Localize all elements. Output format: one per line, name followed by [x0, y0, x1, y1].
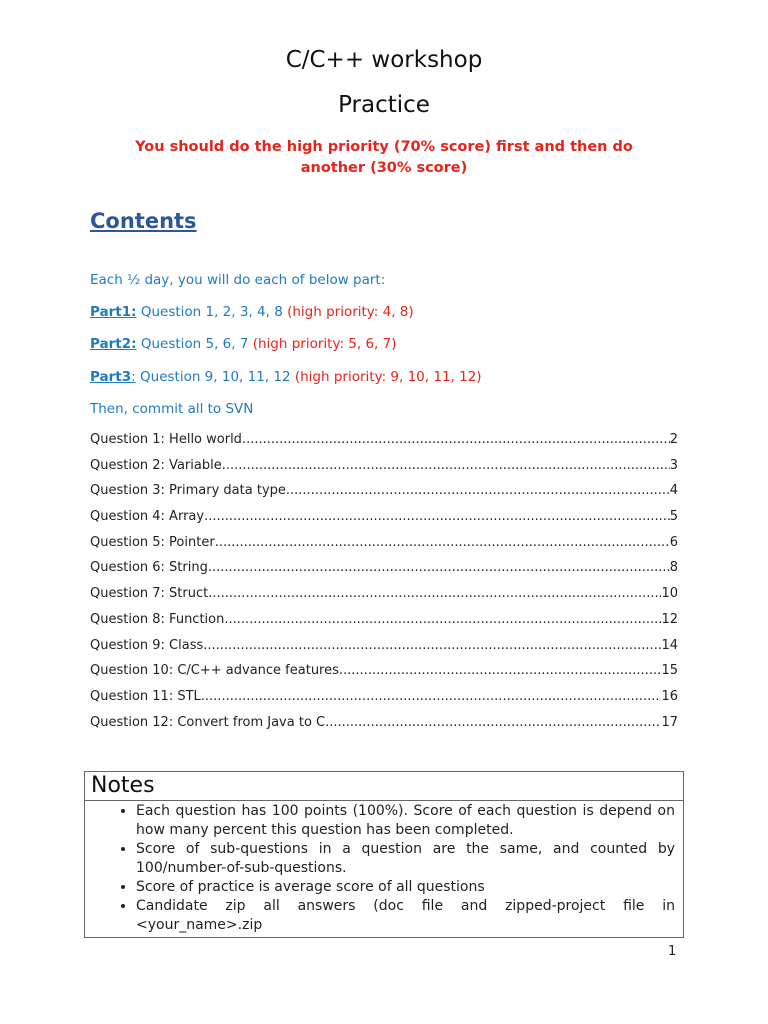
- toc-leader: [242, 432, 670, 447]
- notes-heading: Notes: [85, 772, 683, 801]
- part1-questions: Question 1, 2, 3, 4, 8: [136, 304, 288, 320]
- toc-page: 6: [669, 534, 678, 550]
- toc-leader: [208, 560, 670, 575]
- toc-page: 5: [669, 509, 678, 525]
- toc-title: Question 2: Variable: [90, 457, 222, 473]
- toc-leader: [325, 715, 661, 730]
- toc-leader: [208, 586, 661, 601]
- part1-priority: (high priority: 4, 8): [287, 304, 414, 320]
- toc-leader: [222, 458, 670, 473]
- toc-title: Question 4: Array: [90, 509, 205, 525]
- contents-intro: Each ½ day, you will do each of below part:: [90, 272, 386, 288]
- part2-label: Part2:: [90, 336, 137, 352]
- toc-title: Question 6: String: [90, 560, 208, 576]
- table-of-contents: [90, 432, 678, 740]
- toc-entry[interactable]: [90, 638, 678, 664]
- toc-title: Question 1: Hello world: [90, 432, 242, 447]
- part3-line: [90, 369, 482, 385]
- toc-title: Question 3: Primary data type: [90, 483, 286, 499]
- toc-leader: [215, 535, 670, 550]
- toc-title: Question 10: C/C++ advance features: [90, 663, 339, 679]
- toc-entry[interactable]: [90, 586, 678, 612]
- notes-item: • Score of practice is average score of all questions: [136, 878, 675, 897]
- toc-title: Question 5: Pointer: [90, 534, 215, 550]
- part2-questions: Question 5, 6, 7: [136, 336, 253, 352]
- page-number: 1: [668, 944, 677, 959]
- toc-leader: [339, 663, 662, 678]
- part3-label-colon: :: [131, 369, 136, 385]
- toc-entry[interactable]: [90, 458, 678, 484]
- toc-leader: [286, 483, 670, 498]
- toc-page: 10: [661, 586, 678, 602]
- toc-page: 17: [661, 714, 678, 730]
- part2-priority: (high priority: 5, 6, 7): [252, 336, 397, 352]
- toc-entry[interactable]: [90, 715, 678, 741]
- toc-entry[interactable]: [90, 612, 678, 638]
- toc-page: 2: [669, 432, 678, 447]
- toc-entry[interactable]: [90, 535, 678, 561]
- toc-title: Question 11: STL: [90, 688, 201, 704]
- toc-entry[interactable]: [90, 663, 678, 689]
- commit-note: Then, commit all to SVN: [90, 401, 254, 417]
- toc-leader: [204, 509, 670, 524]
- toc-page: 14: [661, 637, 678, 653]
- notes-item: • Score of sub-questions in a question are the same, and counted by 100/number-of-sub-questions.: [136, 840, 675, 878]
- document-subtitle: Practice: [338, 92, 430, 118]
- toc-entry[interactable]: [90, 483, 678, 509]
- part1-line: [90, 304, 414, 320]
- toc-page: 16: [661, 688, 678, 704]
- contents-heading: Contents: [90, 209, 197, 233]
- toc-entry[interactable]: [90, 689, 678, 715]
- toc-title: Question 12: Convert from Java to C: [90, 714, 326, 730]
- toc-entry[interactable]: [90, 560, 678, 586]
- notes-box: [84, 771, 684, 938]
- notes-item: • Candidate zip all answers (doc file and zipped-project file in <your_name>.zip: [136, 897, 675, 935]
- part1-label: Part1:: [90, 304, 137, 320]
- toc-leader: [203, 638, 661, 653]
- notes-list: [85, 801, 683, 937]
- toc-page: 15: [661, 663, 678, 679]
- toc-leader: [224, 612, 661, 627]
- toc-entry[interactable]: [90, 509, 678, 535]
- part3-questions: Question 9, 10, 11, 12: [135, 369, 295, 385]
- priority-warning: You should do the high priority (70% score) first and then do another (30% score): [135, 139, 633, 176]
- toc-leader: [201, 689, 662, 704]
- part3-priority: (high priority: 9, 10, 11, 12): [294, 369, 482, 385]
- document-title: C/C++ workshop: [285, 47, 483, 73]
- toc-entry[interactable]: [90, 432, 678, 458]
- toc-page: 12: [661, 611, 678, 627]
- toc-page: 3: [669, 457, 678, 473]
- toc-title: Question 9: Class: [90, 637, 204, 653]
- notes-item: • Each question has 100 points (100%). Score of each question is depend on how many percent this question has been completed.: [136, 802, 675, 840]
- toc-title: Question 7: Struct: [90, 586, 209, 602]
- toc-title: Question 8: Function: [90, 611, 225, 627]
- part2-line: [90, 336, 397, 352]
- toc-page: 8: [669, 560, 678, 576]
- part3-label: Part3: [90, 369, 132, 385]
- toc-page: 4: [669, 483, 678, 499]
